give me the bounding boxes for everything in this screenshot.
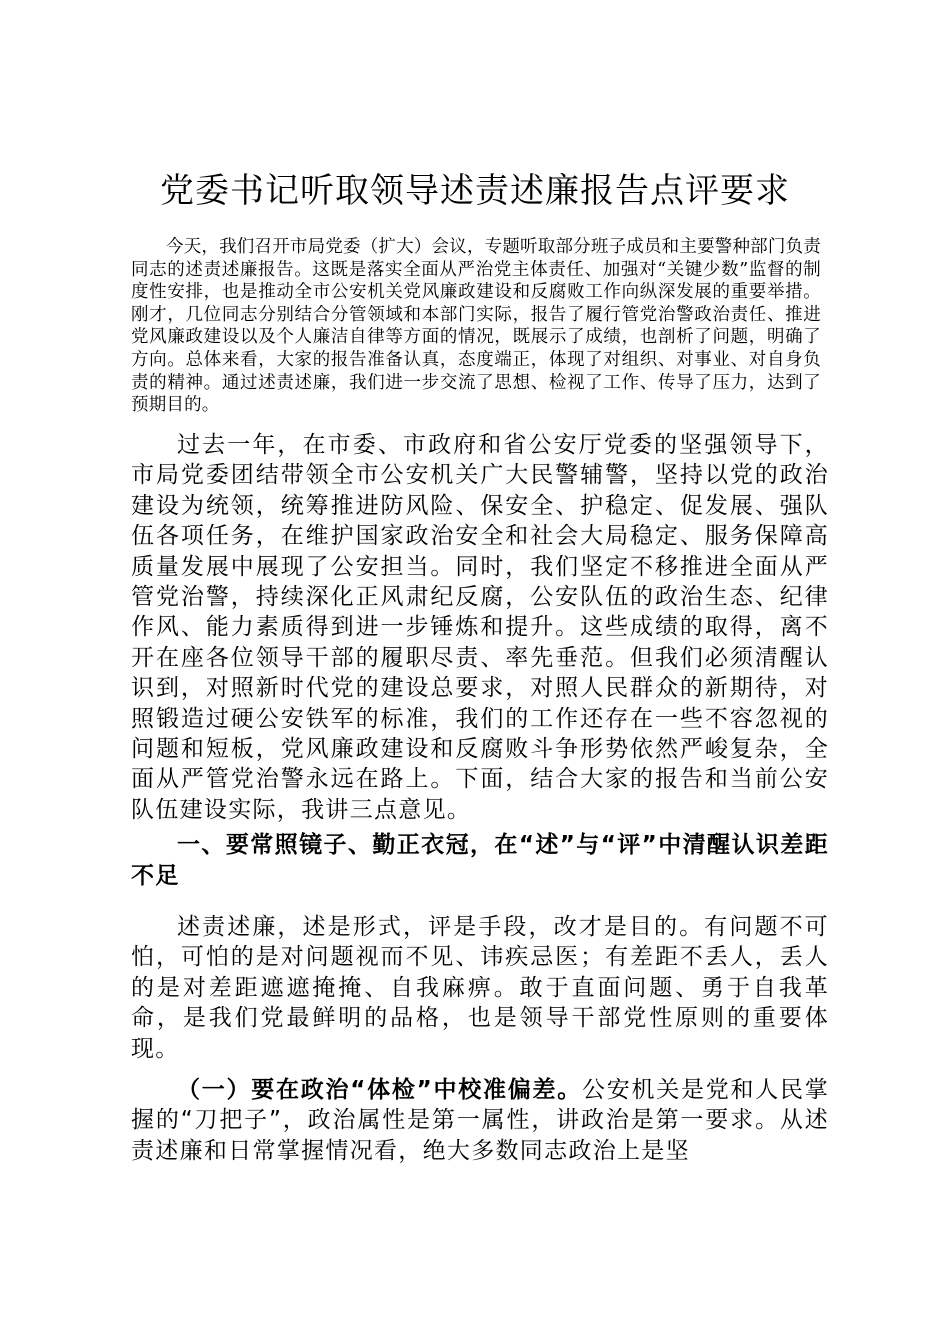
body-paragraph-3	[131, 1075, 829, 1166]
body-paragraph-1: 过去一年，在市委、市政府和省公安厅党委的坚强领导下，市局党委团结带领全市公安机关广大民警辅警，坚持以党的政治建设为统领，统筹推进防风险、保安全、护稳定、促发展、强队伍各项任务，在维护国家政治安全和社会大局稳定、服务保障高质量发展中展现了公安担当。同时，我们坚定不移推进全面从严管党治警，持续深化正风肃纪反腐，公安队伍的政治生态、纪律作风、能力素质得到进一步锤炼和提升。这些成绩的取得，离不开在座各位领导干部的履职尽责、率先垂范。但我们必须清醒认识到，对照新时代党的建设总要求，对照人民群众的新期待，对照锻造过硬公安铁军的标准，我们的工作还存在一些不容忽视的问题和短板，党风廉政建设和反腐败斗争形势依然严峻复杂，全面从严管党治警永远在路上。下面，结合大家的报告和当前公安队伍建设实际，我讲三点意见。	[131, 432, 829, 823]
body-paragraph-3-text: 公安机关是党和人民掌握的“刀把子”，政治属性是第一属性，讲政治是第一要求。从述责述廉和日常掌握情况看，绝大多数同志政治上是坚	[131, 1077, 830, 1164]
section-heading-1: 一、要常照镜子、勤正衣冠，在“述”与“评”中清醒认识差距不足	[131, 832, 829, 889]
document-title: 党委书记听取领导述责述廉报告点评要求	[160, 171, 790, 211]
intro-paragraph: 今天，我们召开市局党委（扩大）会议，专题听取部分班子成员和主要警种部门负责同志的述责述廉报告。这既是落实全面从严治党主体责任、加强对“关键少数”监督的制度性安排，也是推动全市公安机关党风廉政建设和反腐败工作向纵深发展的重要举措。刚才，几位同志分别结合分管领域和本部门实际，报告了履行管党治警政治责任、推进党风廉政建设以及个人廉洁自律等方面的情况，既展示了成绩，也剖析了问题，明确了方向。总体来看，大家的报告准备认真，态度端正，体现了对组织、对事业、对自身负责的精神。通过述责述廉，我们进一步交流了思想、检视了工作、传导了压力，达到了预期目的。	[131, 237, 821, 416]
body-paragraph-2: 述责述廉，述是形式，评是手段，改才是目的。有问题不可怕，可怕的是对问题视而不见、讳疾忌医；有差距不丢人，丢人的是对差距遮遮掩掩、自我麻痹。敢于直面问题、勇于自我革命，是我们党最鲜明的品格，也是领导干部党性原则的重要体现。	[131, 914, 829, 1062]
subsection-heading-1: （一）要在政治“体检”中校准偏差。	[177, 1077, 582, 1103]
